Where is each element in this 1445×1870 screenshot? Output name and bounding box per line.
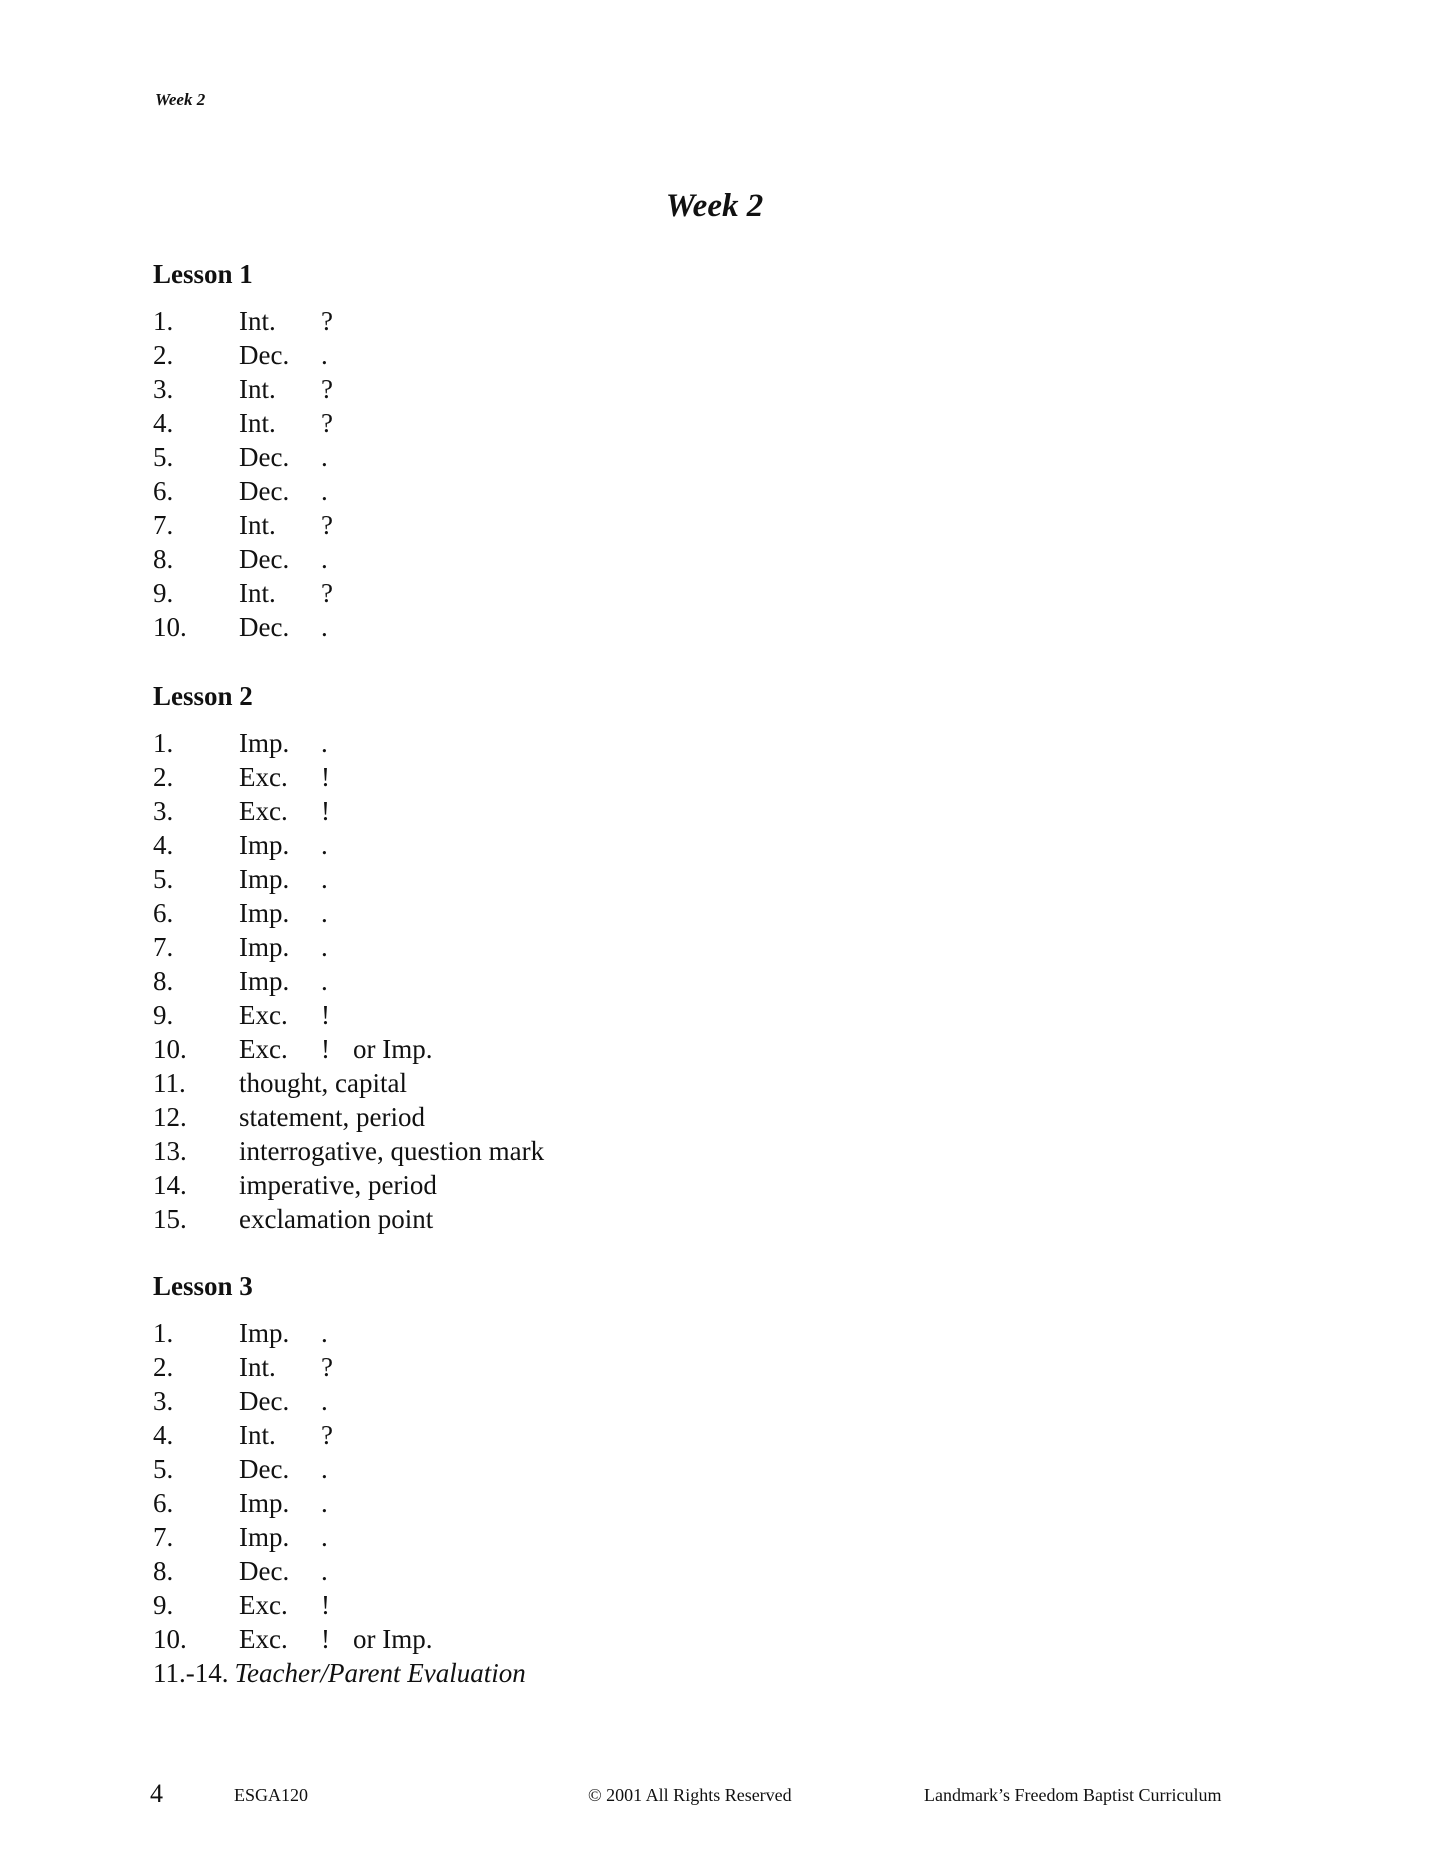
- answer-row: [153, 1656, 526, 1690]
- answer-row: [153, 794, 544, 828]
- sentence-type: Int.: [239, 1352, 276, 1382]
- lesson-title: Lesson 3: [153, 1271, 253, 1301]
- page-title: [0, 188, 1445, 225]
- answer-number: 6.: [153, 476, 174, 506]
- answer-number: 2.: [153, 340, 174, 370]
- end-punctuation: .: [321, 1386, 328, 1416]
- sentence-type: Exc.: [239, 762, 288, 792]
- answer-number: 10.: [153, 612, 187, 642]
- answer-number: 9.: [153, 1000, 174, 1030]
- answer-number: 3.: [153, 796, 174, 826]
- sentence-type: Exc.: [239, 1624, 288, 1654]
- answer-row: [153, 1350, 526, 1384]
- answer-number: 6.: [153, 898, 174, 928]
- answer-row: [153, 1316, 526, 1350]
- end-punctuation: .: [321, 1318, 328, 1348]
- answer-row: [153, 1418, 526, 1452]
- page-title-text: Week 2: [665, 188, 764, 224]
- end-punctuation: !: [321, 762, 330, 792]
- answer-row: [153, 1134, 544, 1168]
- answer-text: thought, capital: [239, 1068, 407, 1098]
- answer-number: 9.: [153, 1590, 174, 1620]
- answer-number: 3.: [153, 1386, 174, 1416]
- answer-list: [153, 1316, 526, 1690]
- answer-number: 5.: [153, 864, 174, 894]
- answer-number: 1.: [153, 1318, 174, 1348]
- answer-number: 10.: [153, 1034, 187, 1064]
- sentence-type: Imp.: [239, 932, 290, 962]
- answer-number: 10.: [153, 1624, 187, 1654]
- end-punctuation: .: [321, 1454, 328, 1484]
- answer-text: imperative, period: [239, 1170, 437, 1200]
- sentence-type: Int.: [239, 578, 276, 608]
- sentence-type: Imp.: [239, 898, 290, 928]
- answer-number: 8.: [153, 544, 174, 574]
- sentence-type: Int.: [239, 510, 276, 540]
- sentence-type: Int.: [239, 1420, 276, 1450]
- sentence-type: Int.: [239, 408, 276, 438]
- copyright-notice: © 2001 All Rights Reserved: [588, 1785, 792, 1805]
- end-punctuation: .: [321, 728, 328, 758]
- end-punctuation: .: [321, 966, 328, 996]
- end-punctuation: .: [321, 612, 328, 642]
- answer-number: 4.: [153, 408, 174, 438]
- answer-row: [153, 1622, 526, 1656]
- answer-number: 2.: [153, 1352, 174, 1382]
- sentence-type: Imp.: [239, 830, 290, 860]
- answer-row: [153, 726, 544, 760]
- answer-number: 13.: [153, 1136, 187, 1166]
- end-punctuation: !: [321, 1624, 330, 1654]
- sentence-type: Dec.: [239, 340, 290, 370]
- sentence-type: Exc.: [239, 1000, 288, 1030]
- lesson-2-section: [153, 680, 544, 1236]
- sentence-type: Imp.: [239, 728, 290, 758]
- end-punctuation: .: [321, 476, 328, 506]
- publisher-name: Landmark’s Freedom Baptist Curriculum: [924, 1785, 1222, 1805]
- answer-text: statement, period: [239, 1102, 425, 1132]
- answer-number: 14.: [153, 1170, 187, 1200]
- answer-row: [153, 862, 544, 896]
- answer-row: [153, 474, 351, 508]
- answer-number: 8.: [153, 1556, 174, 1586]
- answer-row: [153, 828, 544, 862]
- sentence-type: Exc.: [239, 1590, 288, 1620]
- answer-number: 7.: [153, 510, 174, 540]
- answer-number: 1.: [153, 728, 174, 758]
- answer-row: [153, 1384, 526, 1418]
- sentence-type: Imp.: [239, 966, 290, 996]
- course-code: ESGA120: [234, 1785, 309, 1805]
- lesson-3-section: [153, 1270, 526, 1690]
- answer-number: 7.: [153, 1522, 174, 1552]
- answer-text: Teacher/Parent Evaluation: [234, 1658, 526, 1688]
- sentence-type: Int.: [239, 306, 276, 336]
- sentence-type: Int.: [239, 374, 276, 404]
- answer-row: [153, 576, 351, 610]
- sentence-type: Exc.: [239, 796, 288, 826]
- end-punctuation: .: [321, 830, 328, 860]
- end-punctuation: !: [321, 1000, 330, 1030]
- answer-number: 5.: [153, 442, 174, 472]
- answer-row: [153, 542, 351, 576]
- alternate-answer: or Imp.: [353, 1624, 433, 1654]
- sentence-type: Dec.: [239, 476, 290, 506]
- answer-row: [153, 1554, 526, 1588]
- end-punctuation: !: [321, 1034, 330, 1064]
- answer-row: [153, 998, 544, 1032]
- answer-number: 11.-14.: [153, 1658, 229, 1688]
- answer-row: [153, 610, 351, 644]
- answer-row: [153, 1588, 526, 1622]
- end-punctuation: .: [321, 1556, 328, 1586]
- answer-row: [153, 1486, 526, 1520]
- answer-row: [153, 964, 544, 998]
- sentence-type: Dec.: [239, 544, 290, 574]
- end-punctuation: !: [321, 1590, 330, 1620]
- end-punctuation: .: [321, 1488, 328, 1518]
- answer-row: [153, 1520, 526, 1554]
- answer-row: [153, 338, 351, 372]
- lesson-title: Lesson 2: [153, 681, 253, 711]
- answer-row: [153, 406, 351, 440]
- end-punctuation: .: [321, 442, 328, 472]
- answer-row: [153, 896, 544, 930]
- answer-text: interrogative, question mark: [239, 1136, 545, 1166]
- end-punctuation: .: [321, 864, 328, 894]
- end-punctuation: .: [321, 932, 328, 962]
- answer-row: [153, 760, 544, 794]
- answer-number: 5.: [153, 1454, 174, 1484]
- answer-row: [153, 1202, 544, 1236]
- end-punctuation: .: [321, 898, 328, 928]
- answer-row: [153, 1168, 544, 1202]
- sentence-type: Imp.: [239, 1522, 290, 1552]
- sentence-type: Dec.: [239, 1556, 290, 1586]
- sentence-type: Dec.: [239, 1454, 290, 1484]
- answer-number: 4.: [153, 830, 174, 860]
- end-punctuation: ?: [321, 578, 333, 608]
- answer-row: [153, 1032, 544, 1066]
- end-punctuation: ?: [321, 408, 333, 438]
- answer-number: 8.: [153, 966, 174, 996]
- answer-row: [153, 440, 351, 474]
- sentence-type: Dec.: [239, 442, 290, 472]
- end-punctuation: .: [321, 1522, 328, 1552]
- answer-row: [153, 372, 351, 406]
- sentence-type: Imp.: [239, 1318, 290, 1348]
- sentence-type: Dec.: [239, 612, 290, 642]
- end-punctuation: !: [321, 796, 330, 826]
- answer-row: [153, 930, 544, 964]
- answer-number: 3.: [153, 374, 174, 404]
- answer-list: [153, 304, 351, 644]
- end-punctuation: .: [321, 544, 328, 574]
- end-punctuation: .: [321, 340, 328, 370]
- answer-row: [153, 1066, 544, 1100]
- answer-number: 4.: [153, 1420, 174, 1450]
- answer-number: 6.: [153, 1488, 174, 1518]
- answer-row: [153, 508, 351, 542]
- answer-text: exclamation point: [239, 1204, 434, 1234]
- answer-number: 12.: [153, 1102, 187, 1132]
- page-footer: [0, 1779, 1445, 1815]
- end-punctuation: ?: [321, 374, 333, 404]
- end-punctuation: ?: [321, 1352, 333, 1382]
- answer-row: [153, 1100, 544, 1134]
- lesson-1-section: [153, 258, 351, 644]
- running-head: Week 2: [155, 90, 206, 109]
- sentence-type: Dec.: [239, 1386, 290, 1416]
- answer-number: 1.: [153, 306, 174, 336]
- end-punctuation: ?: [321, 510, 333, 540]
- answer-number: 9.: [153, 578, 174, 608]
- answer-number: 15.: [153, 1204, 187, 1234]
- answer-number: 11.: [153, 1068, 186, 1098]
- sentence-type: Imp.: [239, 1488, 290, 1518]
- sentence-type: Exc.: [239, 1034, 288, 1064]
- answer-list: [153, 726, 544, 1236]
- end-punctuation: ?: [321, 1420, 333, 1450]
- lesson-title: Lesson 1: [153, 259, 253, 289]
- answer-number: 2.: [153, 762, 174, 792]
- end-punctuation: ?: [321, 306, 333, 336]
- answer-row: [153, 304, 351, 338]
- sentence-type: Imp.: [239, 864, 290, 894]
- answer-row: [153, 1452, 526, 1486]
- alternate-answer: or Imp.: [353, 1034, 433, 1064]
- answer-number: 7.: [153, 932, 174, 962]
- page-number: 4: [150, 1779, 163, 1808]
